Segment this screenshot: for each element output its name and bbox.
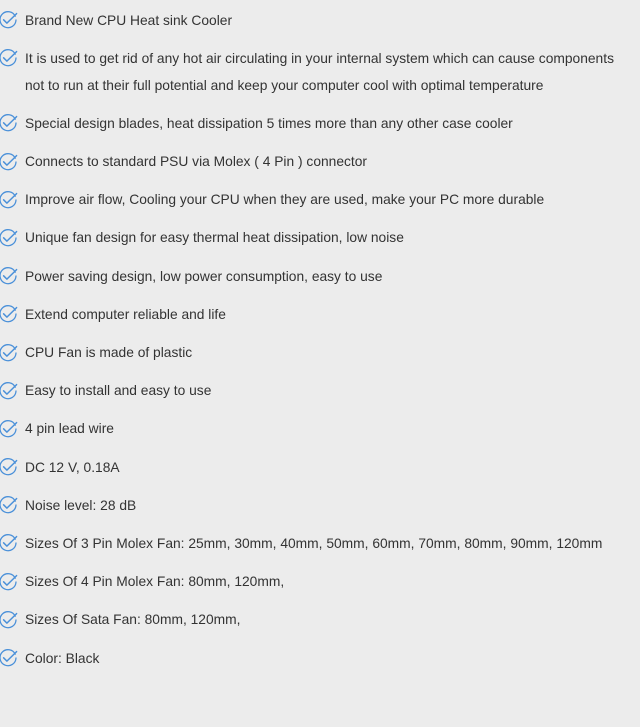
check-circle-icon [0, 571, 18, 593]
list-item [0, 47, 640, 99]
feature-text: Easy to install and easy to use [25, 383, 212, 399]
check-circle-icon [0, 151, 18, 173]
list-item [0, 571, 640, 596]
feature-text: Sizes Of Sata Fan: 80mm, 120mm, [25, 612, 241, 628]
list-item [0, 647, 640, 672]
feature-text: It is used to get rid of any hot air circulating in your internal system which can cause components not to run at their full potential and keep your computer cool with optimal temperature [25, 50, 614, 93]
check-circle-icon [0, 647, 18, 669]
list-item [0, 609, 640, 634]
list-item [0, 189, 640, 214]
list-item [0, 418, 640, 443]
check-circle-icon [0, 494, 18, 516]
check-circle-icon [0, 227, 18, 249]
list-item [0, 265, 640, 290]
check-circle-icon [0, 265, 18, 287]
feature-text: Brand New CPU Heat sink Cooler [25, 12, 233, 28]
check-circle-icon [0, 609, 18, 631]
feature-text: Sizes Of 3 Pin Molex Fan: 25mm, 30mm, 40mm, 50mm, 60mm, 70mm, 80mm, 90mm, 120mm [25, 535, 603, 551]
feature-text: Color: Black [25, 650, 100, 666]
feature-text: Extend computer reliable and life [25, 306, 226, 322]
list-item [0, 380, 640, 405]
list-item [0, 494, 640, 519]
feature-text: CPU Fan is made of plastic [25, 345, 193, 360]
check-circle-icon [0, 303, 18, 325]
check-circle-icon [0, 380, 18, 402]
list-item [0, 227, 640, 252]
list-item [0, 303, 640, 328]
check-circle-icon [0, 456, 18, 478]
check-circle-icon [0, 9, 18, 31]
list-item [0, 151, 640, 176]
check-circle-icon [0, 112, 18, 134]
check-circle-icon [0, 342, 18, 364]
feature-text: Special design blades, heat dissipation 5 times more than any other case cooler [25, 115, 513, 131]
feature-text: Power saving design, low power consumption, easy to use [25, 268, 383, 284]
feature-text: Improve air flow, Cooling your CPU when they are used, make your PC more durable [25, 192, 545, 208]
check-circle-icon [0, 47, 18, 69]
list-item [0, 456, 640, 481]
list-item [0, 532, 640, 557]
feature-text: Unique fan design for easy thermal heat dissipation, low noise [25, 230, 404, 246]
feature-text: 4 pin lead wire [25, 421, 114, 437]
feature-text: Sizes Of 4 Pin Molex Fan: 80mm, 120mm, [25, 574, 285, 590]
feature-text: Connects to standard PSU via Molex ( 4 Pin ) connector [25, 154, 368, 170]
feature-text: DC 12 V, 0.18A [25, 459, 120, 475]
check-circle-icon [0, 189, 18, 211]
list-item [0, 342, 640, 367]
feature-text: Noise level: 28 dB [25, 497, 137, 513]
list-item [0, 9, 640, 34]
list-item [0, 112, 640, 137]
check-circle-icon [0, 532, 18, 554]
check-circle-icon [0, 418, 18, 440]
